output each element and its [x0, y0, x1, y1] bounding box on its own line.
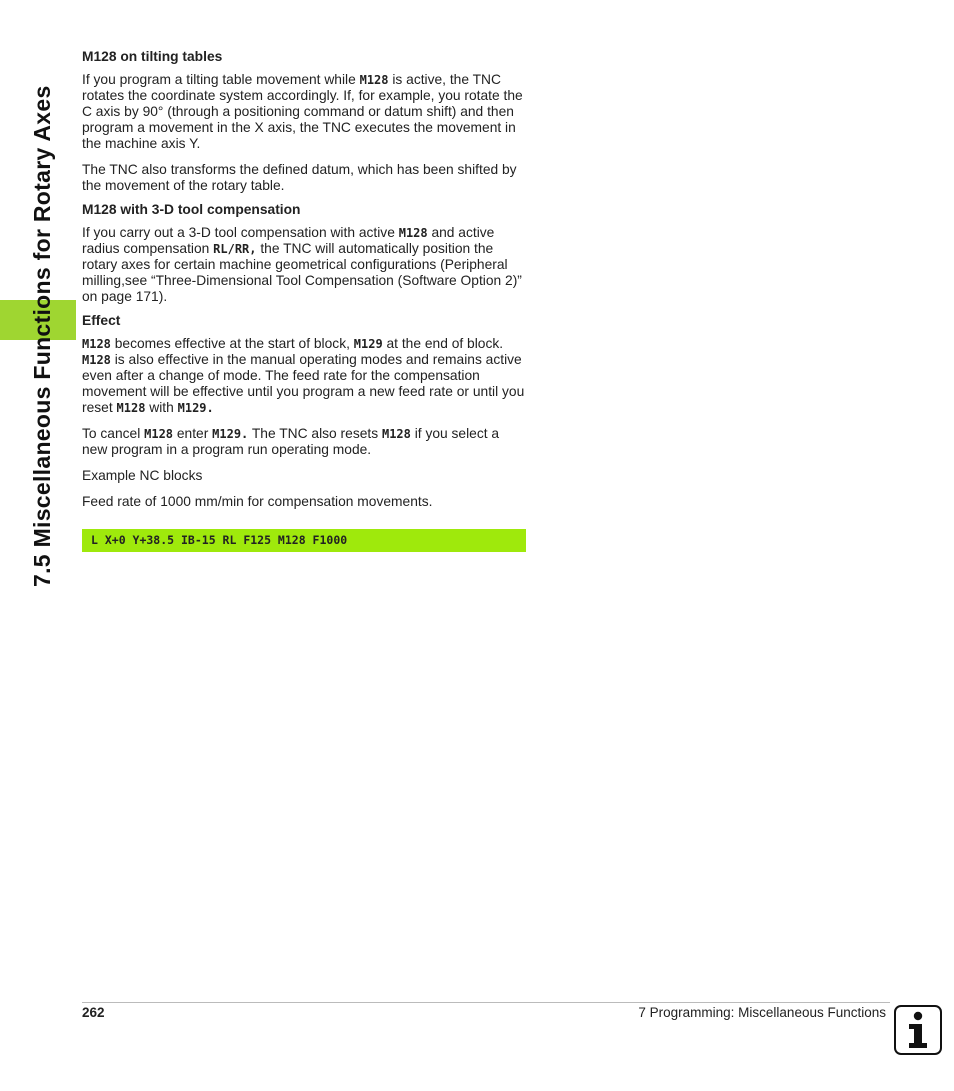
- page-content: [82, 48, 527, 520]
- paragraph-tilting-tables-1: If you program a tilting table movement while M128 is active, the TNC rotates the coordinate system accordingly. If, for example, you rotate the C axis by 90° (through a positioning command or datum shift) and then program a movement in the X axis, the TNC executes the movement in the machine axis Y.: [82, 72, 523, 151]
- nc-code-block: [82, 529, 526, 552]
- code-keyword: M129: [353, 337, 383, 351]
- paragraph-feed-rate: Feed rate of 1000 mm/min for compensation movements.: [82, 494, 433, 509]
- code-keyword: RL/RR,: [213, 242, 257, 256]
- info-icon: [894, 1005, 942, 1055]
- page-number: 262: [82, 1005, 105, 1020]
- heading-effect: Effect: [82, 313, 121, 328]
- code-keyword: M129.: [177, 401, 214, 415]
- footer-divider: [82, 1002, 890, 1003]
- code-keyword: M128: [398, 226, 428, 240]
- code-keyword: M128: [381, 427, 411, 441]
- code-keyword: M128: [82, 337, 111, 351]
- heading-m128-3d-compensation: M128 with 3-D tool compensation: [82, 202, 301, 217]
- paragraph-example-label: Example NC blocks: [82, 468, 203, 483]
- paragraph-tilting-tables-2: The TNC also transforms the defined datum, which has been shifted by the movement of the rotary table.: [82, 162, 517, 193]
- code-keyword: M128: [116, 401, 146, 415]
- heading-m128-tilting-tables: M128 on tilting tables: [82, 49, 223, 64]
- section-side-title: 7.5 Miscellaneous Functions for Rotary Axes: [29, 85, 55, 587]
- paragraph-effect-1: M128 becomes effective at the start of block, M129 at the end of block. M128 is also effective in the manual operating modes and remains active even after a change of mode. The feed rate for the compensation movement will be effective until you program a new feed rate or until you reset M128 with M129.: [82, 336, 525, 415]
- nc-code-text: L X+0 Y+38.5 IB-15 RL F125 M128 F1000: [91, 533, 348, 547]
- code-keyword: M128: [359, 73, 389, 87]
- paragraph-3d-compensation: If you carry out a 3-D tool compensation with active M128 and active radius compensation RL/RR, the TNC will automatically position the rotary axes for certain machine geometrical configurations (Peripheral milling,see “Three-Dimensional Tool Compensation (Software Option 2)” on page 171).: [82, 225, 522, 304]
- code-keyword: M128: [144, 427, 174, 441]
- chapter-title: 7 Programming: Miscellaneous Functions: [638, 1005, 886, 1020]
- code-keyword: M129.: [212, 427, 249, 441]
- paragraph-effect-2: To cancel M128 enter M129. The TNC also resets M128 if you select a new program in a program run operating mode.: [82, 426, 500, 457]
- info-glyph: [896, 1007, 940, 1053]
- code-keyword: M128: [82, 353, 111, 367]
